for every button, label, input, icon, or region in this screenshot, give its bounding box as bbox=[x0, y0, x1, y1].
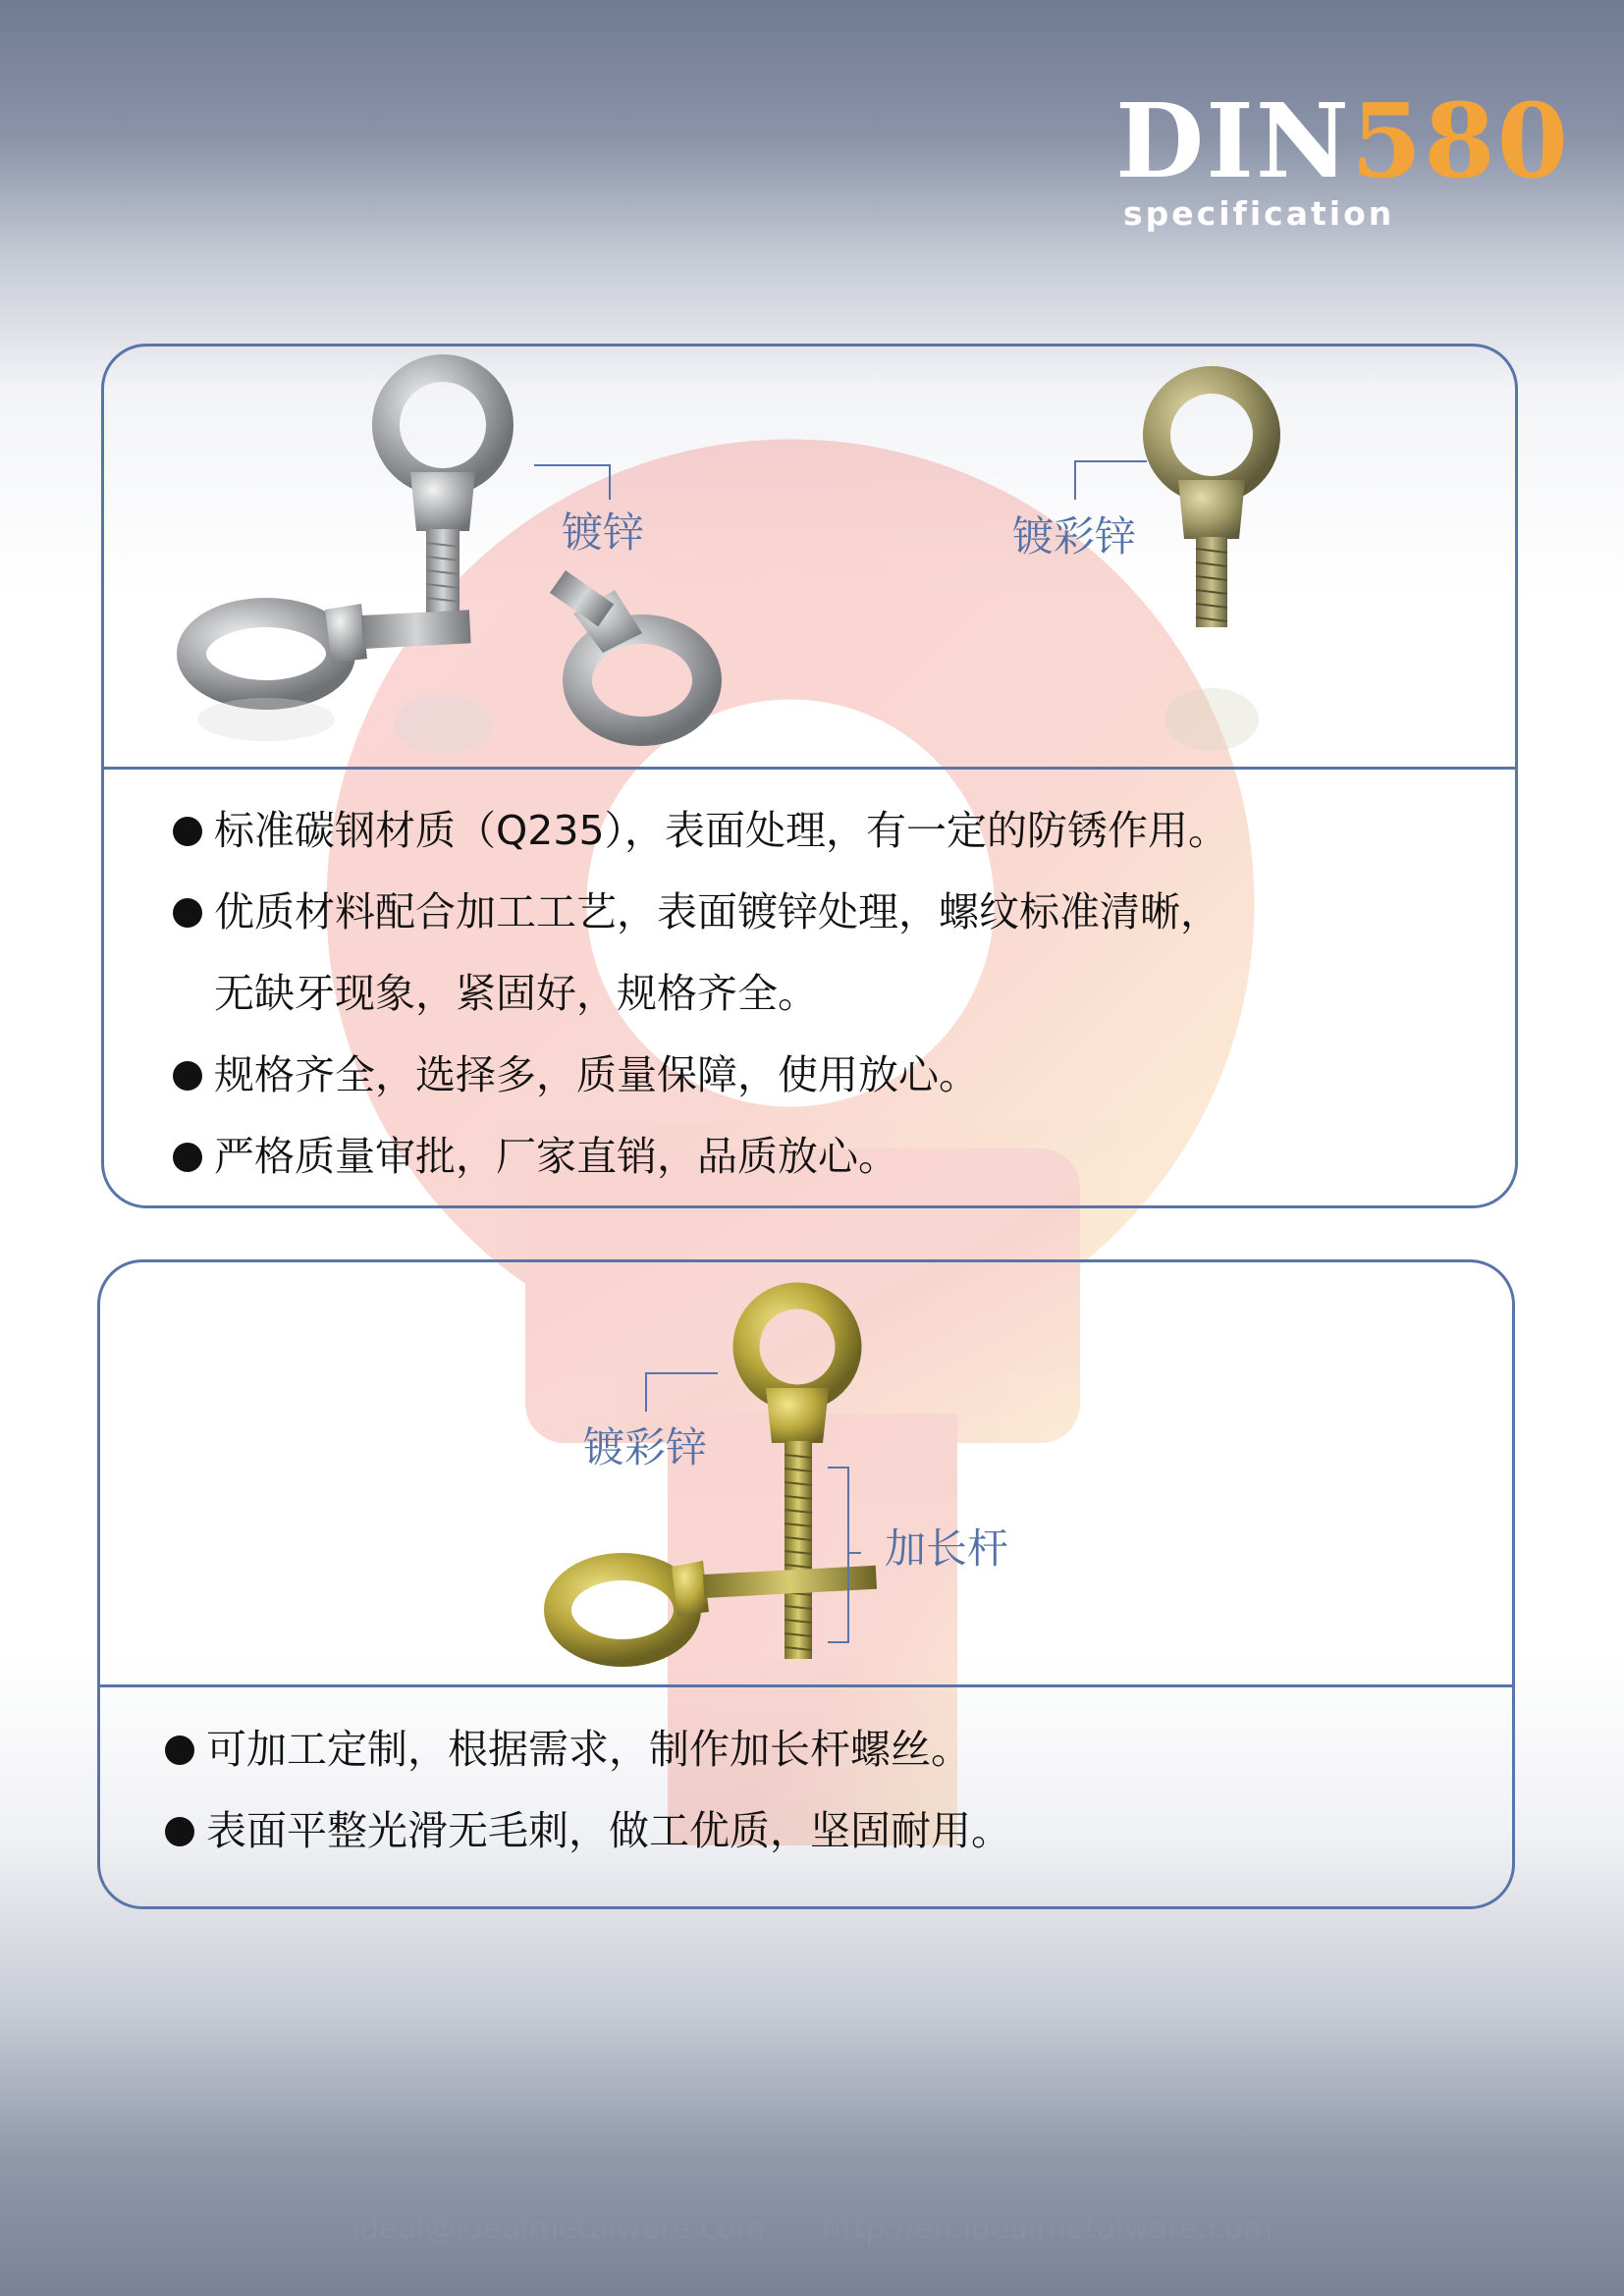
long-shank-bolts-card bbox=[97, 1259, 1515, 1909]
card2-divider bbox=[100, 1684, 1512, 1687]
bullet-text: 严格质量审批，厂家直销，品质放心。 bbox=[214, 1133, 898, 1180]
logo-subtitle: specification bbox=[1123, 194, 1395, 233]
bullet-item bbox=[153, 1035, 1515, 1116]
footer-email[interactable]: ideal@idealmetalware.com bbox=[351, 2211, 766, 2246]
callout-color-zinc: 镀彩锌 bbox=[583, 1423, 708, 1471]
card1-bullet-list bbox=[153, 790, 1515, 1198]
standard-bolts-card bbox=[101, 344, 1518, 1208]
callout-color-zinc: 镀彩锌 bbox=[1012, 512, 1137, 561]
bullet-dot-icon bbox=[173, 817, 202, 846]
long-shank-bolts-photo bbox=[100, 1262, 1512, 1684]
card2-bullet-list bbox=[145, 1709, 1512, 1872]
bullet-dot-icon bbox=[173, 1143, 202, 1172]
eye-bolt-color-zinc-icon bbox=[1157, 380, 1267, 751]
footer-website[interactable]: http://en.idealmetalware.com bbox=[822, 2211, 1273, 2246]
bullet-text: 优质材料配合加工工艺，表面镀锌处理，螺纹标准清晰， bbox=[214, 888, 1220, 935]
footer-contact bbox=[0, 2211, 1624, 2246]
galvanized-leader-line bbox=[534, 464, 611, 500]
bullet-item bbox=[153, 872, 1515, 1035]
eye-bolt-galvanized-icon bbox=[104, 347, 1515, 764]
din580-logo bbox=[1115, 80, 1570, 233]
bullet-dot-icon bbox=[173, 1061, 202, 1091]
card1-divider bbox=[104, 767, 1515, 770]
color-zinc-leader-line bbox=[1074, 460, 1147, 500]
bullet-dot-icon bbox=[165, 1735, 194, 1765]
bullet-item bbox=[153, 1116, 1515, 1198]
callout-long-shank: 加长杆 bbox=[885, 1524, 1009, 1573]
bullet-text: 可加工定制，根据需求，制作加长杆螺丝。 bbox=[206, 1726, 971, 1773]
bullet-item bbox=[153, 790, 1515, 872]
bullet-dot-icon bbox=[173, 898, 202, 928]
long-shank-eye-bolt-icon bbox=[100, 1262, 1512, 1682]
bullet-dot-icon bbox=[165, 1817, 194, 1846]
logo-title bbox=[1115, 80, 1570, 201]
logo-number: 580 bbox=[1350, 80, 1570, 201]
long-shank-bracket bbox=[828, 1467, 849, 1643]
bullet-text-continued: 无缺牙现象，紧固好，规格齐全。 bbox=[214, 970, 818, 1017]
bullet-item bbox=[145, 1790, 1512, 1872]
bullet-text: 标准碳钢材质（Q235），表面处理，有一定的防锈作用。 bbox=[214, 807, 1229, 854]
standard-bolts-photo bbox=[104, 347, 1515, 767]
bullet-item bbox=[145, 1709, 1512, 1790]
logo-din: DIN bbox=[1115, 80, 1351, 201]
callout-galvanized: 镀锌 bbox=[562, 508, 645, 557]
bullet-text: 表面平整光滑无毛刺，做工优质，坚固耐用。 bbox=[206, 1807, 1011, 1854]
color-zinc-leader-line bbox=[645, 1372, 718, 1412]
long-shank-bracket-tick bbox=[847, 1552, 861, 1554]
bullet-text: 规格齐全，选择多，质量保障，使用放心。 bbox=[214, 1051, 979, 1098]
